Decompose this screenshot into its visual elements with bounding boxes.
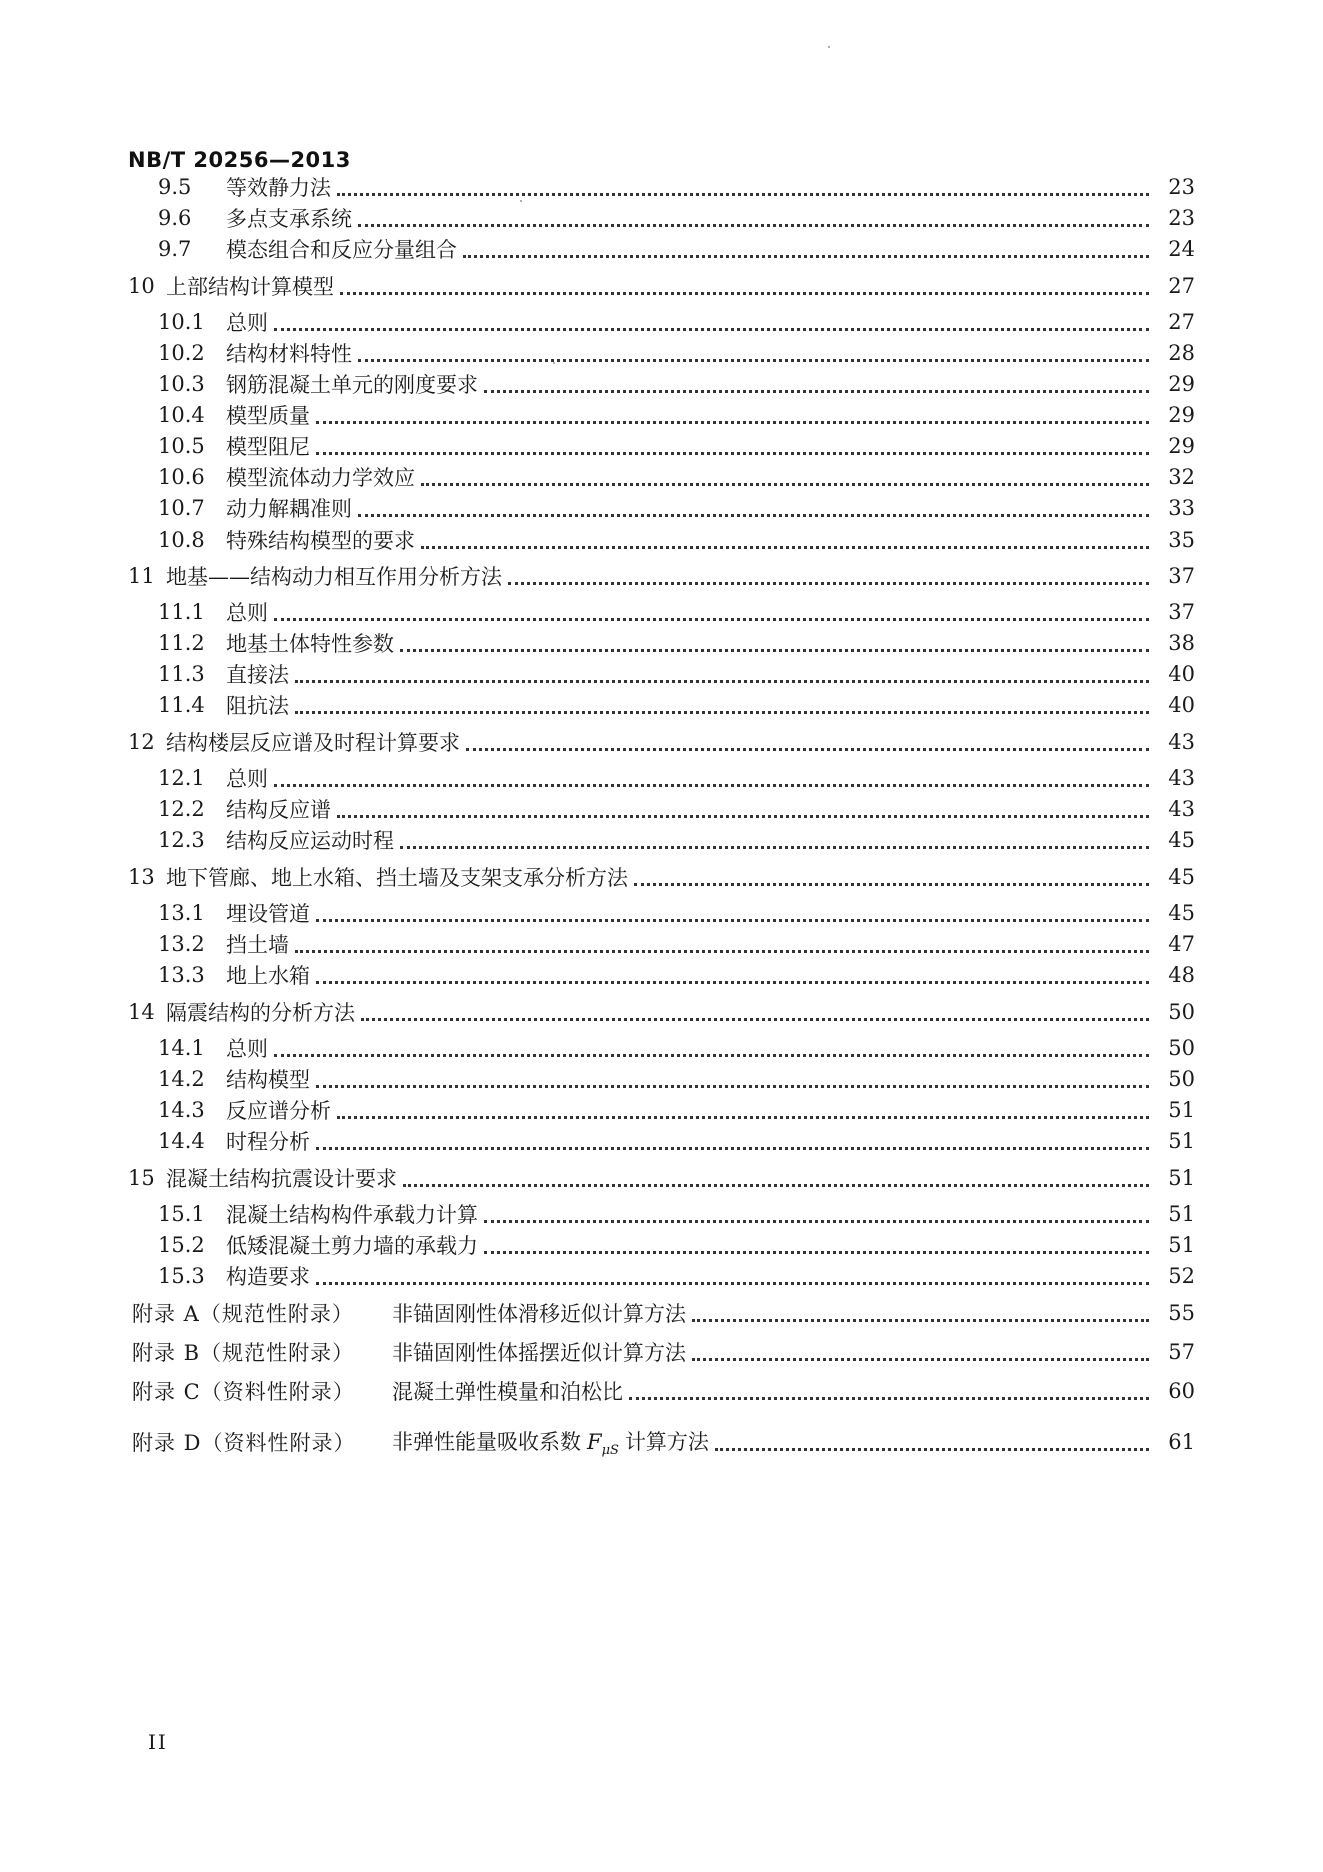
toc-entry-title — [226, 628, 394, 658]
toc-entry[interactable] — [0, 523, 1323, 557]
toc-entry-page: 35 — [1168, 528, 1195, 552]
toc-entry-title-text: 挡土墙 — [226, 933, 289, 957]
toc-entry-title-text: 反应谱分析 — [226, 1099, 331, 1123]
toc-entry-title-text: 等效静力法 — [226, 176, 331, 200]
toc-entry-number: 附录 D（资料性附录） — [132, 1431, 356, 1455]
toc-entry[interactable] — [0, 232, 1323, 266]
toc-entry-page: 51 — [1168, 1098, 1195, 1122]
toc-entry-title — [226, 960, 310, 990]
toc-entry-number: 13.3 — [158, 963, 205, 987]
toc-entry[interactable] — [0, 1296, 1323, 1330]
dot-leader — [484, 1249, 1149, 1254]
toc-entry[interactable] — [0, 336, 1323, 370]
dot-leader — [316, 979, 1149, 984]
toc-entry-number: 10.7 — [158, 496, 205, 520]
scan-speck — [520, 200, 522, 202]
dot-leader — [295, 678, 1149, 683]
toc-entry-title-text: 混凝土结构抗震设计要求 — [166, 1167, 397, 1191]
toc-entry-page: 47 — [1168, 932, 1195, 956]
formula-subscript: μS — [601, 1443, 619, 1459]
toc-entry-number: 13.1 — [158, 901, 205, 925]
toc-entry-number: 15.2 — [158, 1233, 205, 1257]
toc-entry-number: 11.4 — [158, 693, 205, 717]
dot-leader — [484, 1218, 1149, 1223]
toc-entry[interactable] — [0, 201, 1323, 235]
toc-entry-title — [166, 271, 334, 301]
dot-leader — [274, 782, 1149, 787]
toc-entry[interactable] — [0, 1197, 1323, 1231]
toc-entry-page: 50 — [1168, 1067, 1195, 1091]
toc-entry-title-text: 混凝土弹性模量和泊松比 — [392, 1380, 623, 1404]
dot-leader — [508, 580, 1149, 585]
toc-entry-title-text: 结构楼层反应谱及时程计算要求 — [166, 731, 460, 755]
toc-entry[interactable] — [0, 595, 1323, 629]
dot-leader — [316, 450, 1149, 455]
toc-entry-title-text: 上部结构计算模型 — [166, 275, 334, 299]
toc-entry-number: 10.1 — [158, 310, 205, 334]
toc-entry-title — [226, 794, 331, 824]
toc-entry-page: 61 — [1168, 1430, 1195, 1454]
dot-leader — [463, 253, 1149, 258]
toc-entry-number: 10.3 — [158, 372, 205, 396]
toc-entry-number: 11 — [128, 564, 155, 588]
toc-entry-title — [226, 338, 352, 368]
dot-leader — [316, 1280, 1149, 1285]
toc-entry-title-text: 特殊结构模型的要求 — [226, 529, 415, 553]
toc-entry-title-text: 总则 — [226, 767, 268, 791]
dot-leader — [634, 881, 1149, 886]
toc-entry-page: 37 — [1168, 564, 1195, 588]
toc-entry-page: 51 — [1168, 1129, 1195, 1153]
dot-leader — [403, 1182, 1149, 1187]
toc-entry-page: 23 — [1168, 175, 1195, 199]
toc-entry-title — [226, 1199, 478, 1229]
toc-entry-title-text: 构造要求 — [226, 1265, 310, 1289]
scan-speck — [828, 46, 830, 48]
toc-entry[interactable] — [0, 1031, 1323, 1065]
toc-entry[interactable] — [0, 491, 1323, 525]
toc-entry-number: 14 — [128, 1000, 155, 1024]
toc-entry-title-text: 结构模型 — [226, 1068, 310, 1092]
toc-entry-title-text: 非锚固刚性体摇摆近似计算方法 — [392, 1341, 686, 1365]
dot-leader — [337, 1114, 1149, 1119]
toc-entry-title — [226, 659, 289, 689]
toc-entry-number: 10.2 — [158, 341, 205, 365]
toc-entry-title-text: 动力解耦准则 — [226, 497, 352, 521]
toc-entry-page: 23 — [1168, 206, 1195, 230]
toc-entry[interactable] — [0, 1425, 1323, 1459]
toc-entry[interactable] — [0, 1335, 1323, 1369]
formula-symbol — [587, 1429, 619, 1459]
dot-leader — [484, 388, 1149, 393]
dot-leader — [274, 1052, 1149, 1057]
dot-leader — [421, 481, 1149, 486]
toc-entry-title — [226, 1126, 310, 1156]
toc-entry-number: 9.6 — [158, 206, 192, 230]
toc-entry-title-text: 非锚固刚性体滑移近似计算方法 — [392, 1302, 686, 1326]
toc-entry-page: 38 — [1168, 631, 1195, 655]
toc-entry-title — [226, 1095, 331, 1125]
toc-entry-title — [166, 1163, 397, 1193]
toc-entry-page: 43 — [1168, 797, 1195, 821]
dot-leader — [316, 917, 1149, 922]
toc-entry[interactable] — [0, 1062, 1323, 1096]
toc-entry-page: 33 — [1168, 496, 1195, 520]
dot-leader — [316, 1083, 1149, 1088]
toc-entry-page: 50 — [1168, 1000, 1195, 1024]
dot-leader — [421, 544, 1149, 549]
toc-entry-number: 14.2 — [158, 1067, 205, 1091]
toc-entry-number: 15.3 — [158, 1264, 205, 1288]
toc-entry[interactable] — [0, 429, 1323, 463]
toc-entry-title — [226, 898, 310, 928]
toc-entry-number: 9.7 — [158, 237, 192, 261]
toc-entry-number: 10 — [128, 274, 155, 298]
dot-leader — [316, 1145, 1149, 1150]
toc-entry-number: 9.5 — [158, 175, 192, 199]
toc-entry-title — [166, 862, 628, 892]
toc-entry-page: 43 — [1168, 730, 1195, 754]
toc-entry[interactable] — [0, 398, 1323, 432]
toc-entry-title — [226, 525, 415, 555]
toc-entry[interactable] — [0, 1374, 1323, 1408]
dot-leader — [295, 709, 1149, 714]
toc-entry-page: 40 — [1168, 662, 1195, 686]
toc-entry-title — [226, 690, 289, 720]
toc-entry-page: 27 — [1168, 274, 1195, 298]
toc-entry-page: 60 — [1168, 1379, 1195, 1403]
toc-entry-title — [226, 597, 268, 627]
toc-entry-title — [226, 1033, 268, 1063]
toc-entry-number: 附录 A（规范性附录） — [132, 1302, 354, 1326]
dot-leader — [358, 512, 1149, 517]
toc-entry-page: 57 — [1168, 1340, 1195, 1364]
toc-entry[interactable] — [0, 792, 1323, 826]
dot-leader — [358, 357, 1149, 362]
toc-entry-title-text: 总则 — [226, 601, 268, 625]
toc-entry-page: 45 — [1168, 828, 1195, 852]
dot-leader — [316, 419, 1149, 424]
toc-entry-title — [226, 462, 415, 492]
toc-entry[interactable] — [0, 305, 1323, 339]
dot-leader — [337, 813, 1149, 818]
toc-entry-title — [226, 1261, 310, 1291]
toc-entry-title — [166, 997, 355, 1027]
toc-entry-title — [226, 172, 331, 202]
toc-entry-title-text: 时程分析 — [226, 1130, 310, 1154]
toc-entry-title — [226, 763, 268, 793]
toc-entry-number: 13 — [128, 865, 155, 889]
toc-entry-number: 附录 C（资料性附录） — [132, 1380, 355, 1404]
toc-entry[interactable] — [0, 626, 1323, 660]
dot-leader — [692, 1356, 1149, 1361]
toc-entry-number: 11.2 — [158, 631, 205, 655]
dot-leader — [400, 844, 1149, 849]
toc-entry-title-text: 结构材料特性 — [226, 342, 352, 366]
dot-leader — [340, 290, 1149, 295]
toc-entry[interactable] — [0, 823, 1323, 857]
toc-entry-title-text: 直接法 — [226, 663, 289, 687]
toc-entry-number: 11.1 — [158, 600, 205, 624]
toc-entry-page: 43 — [1168, 766, 1195, 790]
toc-entry-number: 12.3 — [158, 828, 205, 852]
toc-entry-page: 48 — [1168, 963, 1195, 987]
toc-entry-number: 15 — [128, 1166, 155, 1190]
toc-entry-page: 29 — [1168, 434, 1195, 458]
toc-entry[interactable] — [0, 688, 1323, 722]
toc-entry-title — [226, 307, 268, 337]
toc-entry[interactable] — [0, 761, 1323, 795]
formula-base: F — [587, 1429, 602, 1454]
toc-entry-title — [226, 431, 310, 461]
toc-entry-title-text: 地基——结构动力相互作用分析方法 — [166, 565, 502, 589]
toc-entry-number: 13.2 — [158, 932, 205, 956]
toc-entry-title-text: 模态组合和反应分量组合 — [226, 238, 457, 262]
toc-entry-title — [392, 1298, 686, 1328]
toc-entry-number: 10.8 — [158, 528, 205, 552]
toc-entry-title — [166, 727, 460, 757]
toc-entry-title-text: 地基土体特性参数 — [226, 632, 394, 656]
toc-entry-title — [226, 1230, 478, 1260]
toc-entry-title-text: 总则 — [226, 1037, 268, 1061]
toc-entry[interactable] — [0, 927, 1323, 961]
toc-entry-number: 14.4 — [158, 1129, 205, 1153]
toc-entry-title-text: 多点支承系统 — [226, 207, 352, 231]
toc-entry-page: 29 — [1168, 403, 1195, 427]
toc-entry-page: 45 — [1168, 865, 1195, 889]
toc-entry-page: 27 — [1168, 310, 1195, 334]
toc-entry[interactable] — [0, 896, 1323, 930]
toc-entry-title — [226, 203, 352, 233]
toc-entry[interactable] — [0, 1259, 1323, 1293]
toc-entry-title-text: 模型阻尼 — [226, 435, 310, 459]
toc-entry[interactable] — [0, 1228, 1323, 1262]
toc-entry-title-text: 模型质量 — [226, 404, 310, 428]
toc-entry-title-text: 地上水箱 — [226, 964, 310, 988]
toc-entry-title — [392, 1376, 623, 1406]
toc-entry-page: 51 — [1168, 1166, 1195, 1190]
toc-entry-page: 50 — [1168, 1036, 1195, 1060]
toc-entry[interactable] — [0, 367, 1323, 401]
toc-entry[interactable] — [0, 1161, 1323, 1195]
page-number: II — [148, 1730, 168, 1754]
toc-entry-page: 51 — [1168, 1202, 1195, 1226]
toc-entry-title — [392, 1337, 686, 1367]
toc-entry-number: 10.5 — [158, 434, 205, 458]
toc-entry-title — [166, 561, 502, 591]
toc-entry[interactable] — [0, 170, 1323, 204]
dot-leader — [715, 1446, 1149, 1451]
dot-leader — [629, 1395, 1149, 1400]
toc-entry-page: 40 — [1168, 693, 1195, 717]
toc-entry-number: 12.1 — [158, 766, 205, 790]
toc-entry[interactable] — [0, 559, 1323, 593]
toc-entry-title-text: 阻抗法 — [226, 694, 289, 718]
toc-entry-number: 14.1 — [158, 1036, 205, 1060]
dot-leader — [400, 647, 1149, 652]
toc-entry-title-text: 隔震结构的分析方法 — [166, 1001, 355, 1025]
standard-code: NB/T 20256—2013 — [128, 148, 351, 172]
dot-leader — [358, 222, 1149, 227]
toc-entry-number: 10.4 — [158, 403, 205, 427]
toc-entry-page: 37 — [1168, 600, 1195, 624]
toc-entry-title-text: 结构反应运动时程 — [226, 829, 394, 853]
toc-entry-title — [226, 825, 394, 855]
toc-entry-number: 附录 B（规范性附录） — [132, 1341, 355, 1365]
toc-entry-title-text: 非弹性能量吸收系数 — [392, 1429, 581, 1454]
toc-entry-title-text: 模型流体动力学效应 — [226, 466, 415, 490]
toc-entry[interactable] — [0, 1124, 1323, 1158]
toc-entry-title-text: 混凝土结构构件承载力计算 — [226, 1203, 478, 1227]
dot-leader — [337, 191, 1149, 196]
toc-entry[interactable] — [0, 460, 1323, 494]
toc-entry-title-suffix: 计算方法 — [624, 1429, 709, 1454]
toc-entry[interactable] — [0, 995, 1323, 1029]
toc-entry-page: 29 — [1168, 372, 1195, 396]
dot-leader — [361, 1016, 1149, 1021]
toc-entry-page: 24 — [1168, 237, 1195, 261]
toc-entry-title — [226, 493, 352, 523]
toc-entry-title-text: 结构反应谱 — [226, 798, 331, 822]
toc-entry[interactable] — [0, 860, 1323, 894]
toc-entry-title-text: 低矮混凝土剪力墙的承载力 — [226, 1234, 478, 1258]
toc-entry[interactable] — [0, 1093, 1323, 1127]
dot-leader — [274, 326, 1149, 331]
toc-entry[interactable] — [0, 958, 1323, 992]
toc-entry-page: 52 — [1168, 1264, 1195, 1288]
toc-entry-page: 51 — [1168, 1233, 1195, 1257]
toc-entry-number: 12.2 — [158, 797, 205, 821]
toc-entry-title-text: 地下管廊、地上水箱、挡土墙及支架支承分析方法 — [166, 866, 628, 890]
scan-speck — [553, 362, 555, 364]
toc-entry-page: 55 — [1168, 1301, 1195, 1325]
toc-entry-page: 32 — [1168, 465, 1195, 489]
toc-entry-title-text: 总则 — [226, 311, 268, 335]
toc-entry-number: 11.3 — [158, 662, 205, 686]
toc-entry-number: 15.1 — [158, 1202, 205, 1226]
toc-entry-page: 45 — [1168, 901, 1195, 925]
toc-entry-title-text: 埋设管道 — [226, 902, 310, 926]
toc-entry[interactable] — [0, 725, 1323, 759]
dot-leader — [274, 616, 1149, 621]
dot-leader — [466, 746, 1149, 751]
dot-leader — [295, 948, 1149, 953]
toc-entry[interactable] — [0, 269, 1323, 303]
toc-entry-title — [226, 929, 289, 959]
toc-entry[interactable] — [0, 657, 1323, 691]
toc-entry-title — [226, 234, 457, 264]
toc-entry-title — [392, 1426, 709, 1458]
toc-entry-title — [226, 400, 310, 430]
toc-entry-number: 12 — [128, 730, 155, 754]
toc-entry-title — [226, 369, 478, 399]
toc-entry-number: 14.3 — [158, 1098, 205, 1122]
toc-entry-title — [226, 1064, 310, 1094]
toc-entry-page: 28 — [1168, 341, 1195, 365]
toc-entry-number: 10.6 — [158, 465, 205, 489]
dot-leader — [692, 1317, 1149, 1322]
toc-entry-title-text: 钢筋混凝土单元的刚度要求 — [226, 373, 478, 397]
